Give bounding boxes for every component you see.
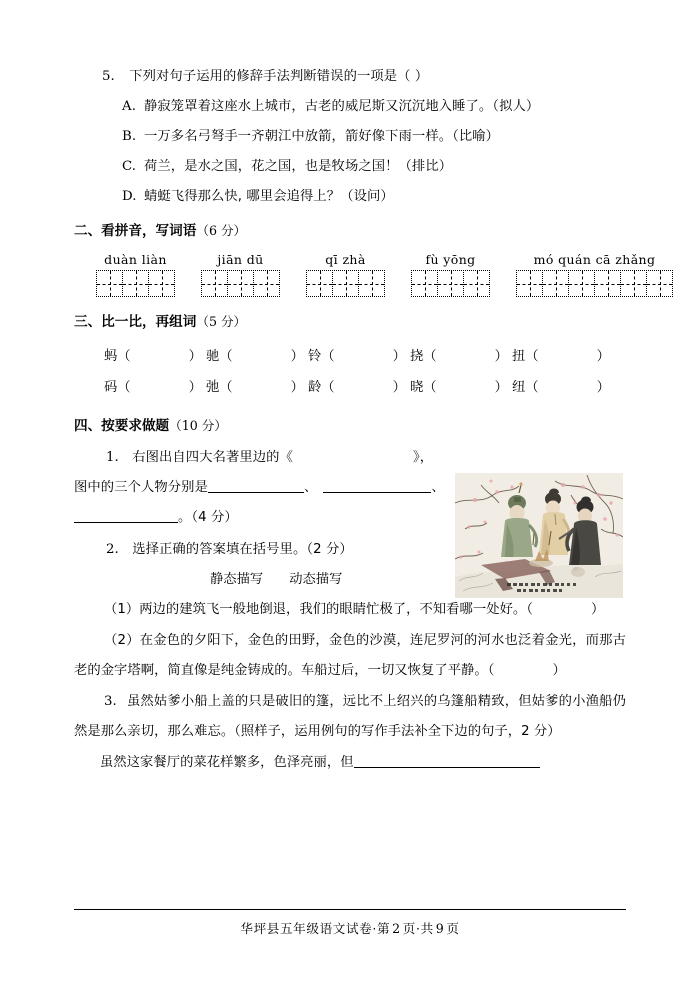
grid-cell[interactable]: [253, 270, 280, 297]
zuci-char: 蚂（: [104, 349, 131, 364]
option-b-label: B.: [122, 129, 137, 144]
footer-total-pages: 9: [435, 921, 445, 936]
pinyin-group-1: [96, 252, 175, 297]
q1-line-2: [74, 473, 450, 503]
q1-text-c: 图中的三个人物分别是: [74, 480, 208, 495]
question-5-option-c: [74, 152, 626, 182]
q3-answer-line: [74, 748, 626, 779]
section-2-score: （6 分）: [196, 223, 247, 238]
q2-sub-1-paren-close: ）: [590, 602, 605, 617]
zuci-item[interactable]: [104, 372, 206, 403]
footer-divider: [74, 909, 626, 910]
zuci-close-paren: ）: [392, 349, 406, 364]
option-b-text: 一万多名弓弩手一齐朝江中放箭，箭好像下雨一样。（比喻）: [144, 129, 500, 144]
pinyin-label-5: mó quán cā zhǎng: [533, 252, 656, 267]
zuci-item[interactable]: [410, 372, 512, 403]
grid-cell[interactable]: [201, 270, 228, 297]
grid-cell[interactable]: [332, 270, 359, 297]
footer-suffix: 页: [446, 921, 460, 936]
q2-sub-2-text: （2）在金色的夕阳下，金色的田野，金色的沙漠，连尼罗河的河水也泛着金光，而那古老的金字塔啊，简直像是纯金铸成的。车船过后，一切又恢复了平静。（: [74, 632, 626, 678]
grid-cell[interactable]: [411, 270, 438, 297]
q3-answer-prompt: 虽然这家餐厅的菜花样繁多，色泽亮丽，但: [100, 754, 354, 770]
three-kingdoms-illustration: [455, 473, 623, 598]
q1-text-d: 。（4 分）: [178, 510, 238, 525]
pinyin-label-3: qī zhà: [325, 252, 366, 267]
tianzige-grid-1[interactable]: [96, 270, 175, 297]
section-3-heading: [74, 307, 626, 337]
grid-cell[interactable]: [227, 270, 254, 297]
pinyin-group-4: [411, 252, 490, 297]
option-d-label: D.: [122, 189, 137, 204]
q1-line-1: [74, 443, 482, 473]
tianzige-grid-3[interactable]: [306, 270, 385, 297]
grid-cell[interactable]: [542, 270, 569, 297]
zuci-char: 码（: [104, 380, 131, 395]
grid-cell[interactable]: [122, 270, 149, 297]
zuci-char: 晓（: [410, 380, 437, 395]
zuci-item[interactable]: [206, 341, 308, 372]
zuci-close-paren: ）: [596, 349, 610, 364]
question-5-option-a: [74, 92, 626, 122]
pinyin-group-3: [306, 252, 385, 297]
pinyin-group-5: [516, 252, 673, 297]
q1-number: 1.: [106, 450, 119, 465]
zuci-item[interactable]: [410, 341, 512, 372]
q2-sub-1: [74, 595, 626, 626]
footer-page-number: 2: [392, 921, 401, 936]
footer-prefix: 华坪县五年级语文试卷·第: [240, 921, 391, 936]
grid-cell[interactable]: [594, 270, 621, 297]
tianzige-grid-4[interactable]: [411, 270, 490, 297]
q1-sep-1: 、: [303, 480, 318, 495]
q3-answer-blank[interactable]: [354, 752, 540, 768]
grid-cell[interactable]: [96, 270, 123, 297]
option-a-label: A.: [122, 99, 137, 114]
zuci-char: 铃（: [308, 349, 335, 364]
zuci-char: 扭（: [512, 349, 539, 364]
question-5-option-d: [74, 182, 626, 212]
q3-text: 虽然姑爹小船上盖的只是破旧的篷，远比不上绍兴的乌篷船精致，但姑爹的小渔船仍然是那么亲切，那么难忘。（照样子，运用例句的写作手法补全下边的句子，2 分）: [74, 693, 626, 739]
pinyin-label-1: duàn liàn: [104, 252, 167, 267]
section-4-question-3: [74, 687, 626, 748]
zuci-close-paren: ）: [290, 349, 304, 364]
grid-cell[interactable]: [463, 270, 490, 297]
q2-choice-static[interactable]: 静态描写: [210, 572, 264, 587]
zuci-item[interactable]: [104, 341, 206, 372]
zuci-item[interactable]: [308, 372, 410, 403]
pinyin-label-2: jiān dū: [217, 252, 264, 267]
q2-sub-1-text: （1）两边的建筑飞一般地倒退，我们的眼睛忙极了，不知看哪一处好。: [104, 602, 527, 617]
section-4-heading: [74, 411, 626, 441]
zuci-char: 龄（: [308, 380, 335, 395]
option-d-text: 蜻蜓飞得那么快, 哪里会追得上？（设问）: [144, 189, 394, 204]
zuci-close-paren: ）: [494, 380, 508, 395]
q1-blank-3[interactable]: [74, 507, 178, 523]
question-5-stem: [74, 62, 626, 92]
q1-text-a: 右图出自四大名著里边的《: [132, 450, 293, 465]
zuci-row-1: [74, 341, 626, 372]
section-3-title: 三、比一比，再组词: [74, 314, 197, 330]
zuci-close-paren: ）: [290, 380, 304, 395]
section-2-title: 二、看拼音，写词语: [74, 223, 197, 239]
q1-blank-2[interactable]: [323, 477, 431, 493]
question-5-option-b: [74, 122, 626, 152]
tianzige-grid-2[interactable]: [201, 270, 280, 297]
zuci-row-2: [74, 372, 626, 403]
page-footer: [74, 918, 626, 937]
section-2-heading: [74, 216, 626, 246]
zuci-item[interactable]: [512, 372, 614, 403]
pinyin-label-4: fù yōng: [425, 252, 476, 267]
q2-text: 选择正确的答案填在括号里。（2 分）: [132, 542, 353, 557]
q1-sep-2: 、: [431, 480, 445, 495]
grid-cell[interactable]: [568, 270, 595, 297]
page-content: [74, 62, 656, 778]
section-3-score: （5 分）: [196, 314, 247, 329]
grid-cell[interactable]: [306, 270, 333, 297]
grid-cell[interactable]: [437, 270, 464, 297]
q2-number: 2.: [106, 542, 119, 557]
section-4-title: 四、按要求做题: [74, 418, 170, 434]
zuci-item[interactable]: [308, 341, 410, 372]
section-4-score: （10 分）: [169, 418, 227, 433]
q1-blank-1[interactable]: [208, 477, 304, 493]
pinyin-writing-row: [74, 252, 656, 297]
zuci-char: 挠（: [410, 349, 437, 364]
q2-sub-1-paren-open: （: [526, 602, 533, 617]
grid-cell[interactable]: [646, 270, 673, 297]
painting-svg: [455, 473, 623, 598]
question-5-text: 下列对句子运用的修辞手法判断错误的一项是（ ）: [129, 69, 429, 84]
q2-choice-dynamic[interactable]: 动态描写: [289, 572, 343, 587]
zuci-close-paren: ）: [494, 349, 508, 364]
q3-number: 3.: [104, 693, 117, 709]
zuci-item[interactable]: [512, 341, 614, 372]
grid-cell[interactable]: [148, 270, 175, 297]
q2-sub-2: [74, 626, 626, 687]
option-a-text: 静寂笼罩着这座水上城市，古老的威尼斯又沉沉地入睡了。（拟人）: [144, 99, 540, 114]
grid-cell[interactable]: [358, 270, 385, 297]
zuci-char: 弛（: [206, 380, 233, 395]
option-c-label: C.: [122, 159, 137, 174]
grid-cell[interactable]: [516, 270, 543, 297]
tianzige-grid-5[interactable]: [516, 270, 673, 297]
question-5-number: 5.: [102, 69, 115, 84]
zuci-char: 驰（: [206, 349, 233, 364]
pinyin-group-2: [201, 252, 280, 297]
grid-cell[interactable]: [620, 270, 647, 297]
zuci-close-paren: ）: [188, 349, 202, 364]
footer-middle: 页·共: [402, 921, 434, 936]
zuci-close-paren: ）: [392, 380, 406, 395]
zuci-item[interactable]: [206, 372, 308, 403]
option-c-text: 荷兰，是水之国，花之国，也是牧场之国！（排比）: [144, 159, 453, 174]
zuci-char: 纽（: [512, 380, 539, 395]
zuci-close-paren: ）: [188, 380, 202, 395]
q2-sub-2-paren-close: ）: [552, 663, 566, 678]
q1-line-3: [74, 503, 450, 533]
q1-text-b: 》，: [412, 450, 434, 465]
zuci-close-paren: ）: [596, 380, 610, 395]
